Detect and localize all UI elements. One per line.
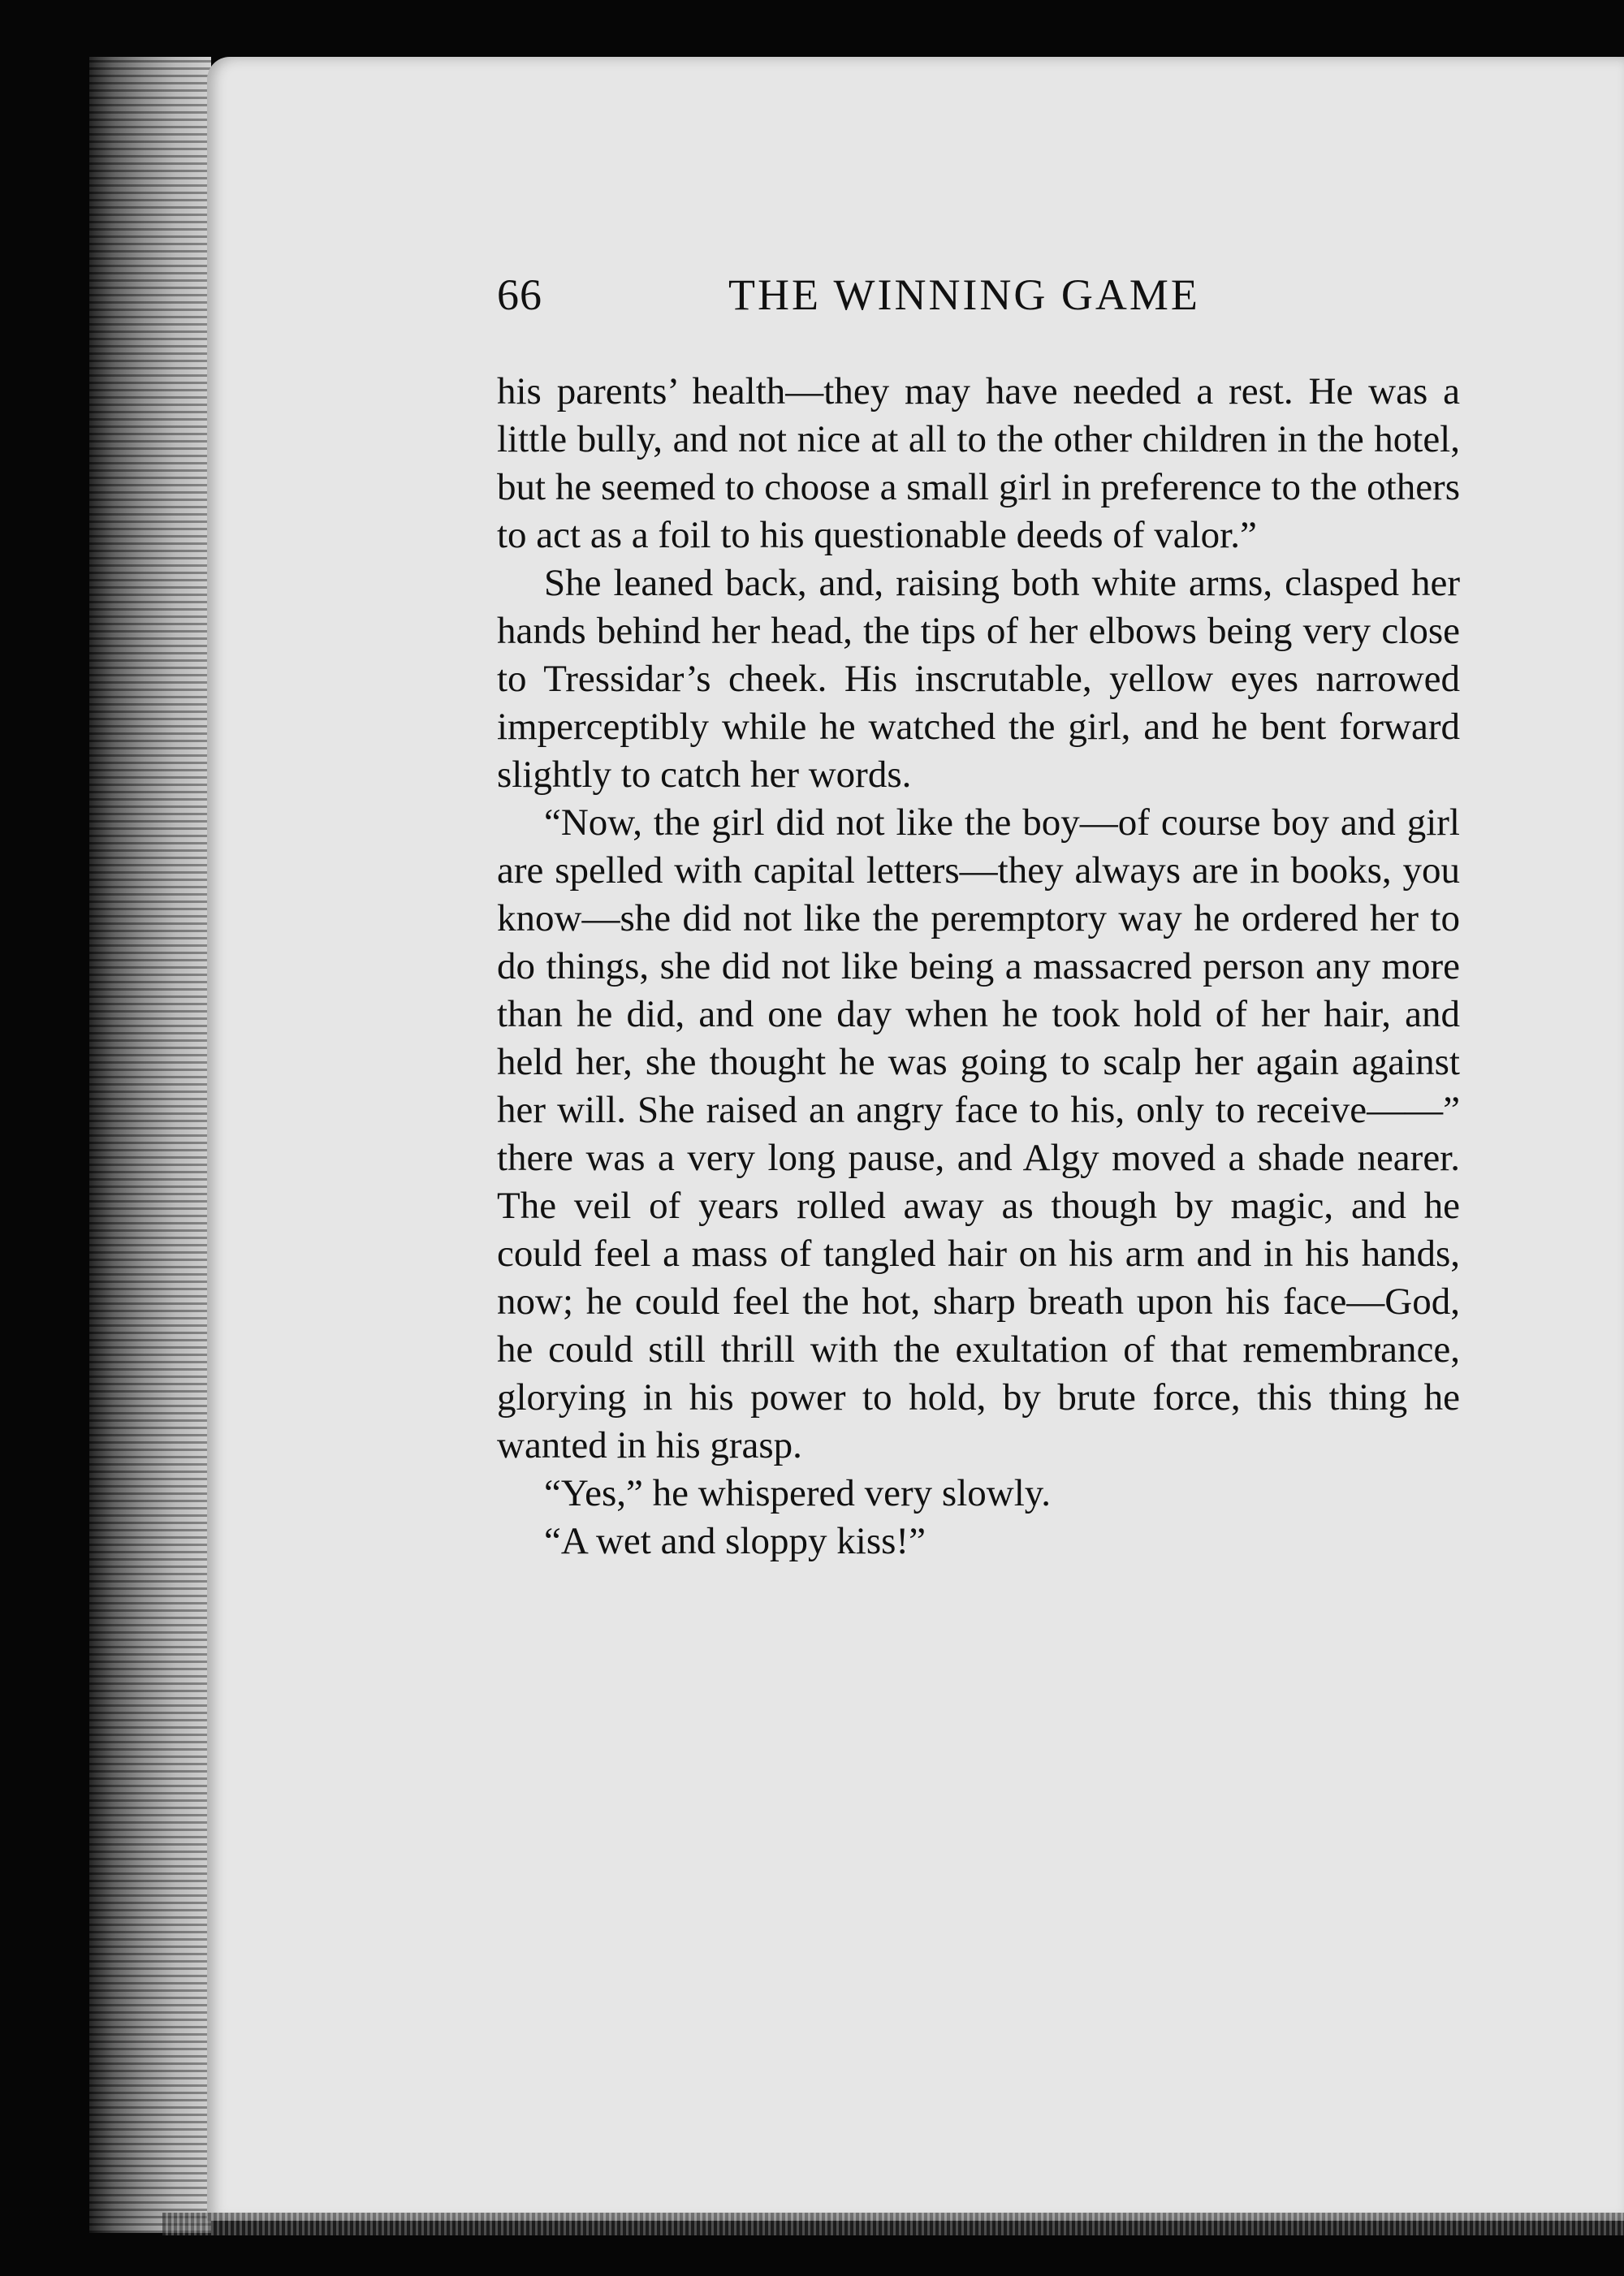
page-number: 66 — [497, 270, 542, 319]
page-header — [497, 270, 1455, 326]
running-head: THE WINNING GAME — [728, 270, 1200, 319]
paragraph: “Yes,” he whispered very slowly. — [544, 1472, 1051, 1514]
paragraph: “Now, the girl did not like the boy—of course boy and girl are spelled with capital letters—they always are in books, you know—she did not like the peremptory way he ordered her to do things, she did not like being a massacred person any more than he did, and one day when he took hold of her hair, and held her, she thought he was going to scalp her again against her will. She raised an angry face to his, only to receive——” there was a very long pause, and Algy moved a shade nearer. The veil of years rolled away as though by magic, and he could feel a mass of tangled hair on his arm and in his hands, now; he could feel the hot, sharp breath upon his face—God, he could still thrill with the exultation of that remembrance, glorying in his power to hold, by brute force, this thing he wanted in his grasp. — [497, 801, 1460, 1466]
book-spine — [89, 57, 211, 2233]
paragraph: his parents’ health—they may have needed a rest. He was a little bully, and not nice at all to the other children in the hotel, but he seemed to choose a small girl in preference to the others to act as a foil to his questionable deeds of valor.” — [497, 370, 1460, 556]
page-bottom-edge — [162, 2213, 1624, 2235]
paragraph: “A wet and sloppy kiss!” — [544, 1520, 926, 1562]
body-text — [497, 368, 1460, 1566]
paragraph: She leaned back, and, raising both white arms, clasped her hands behind her head, the tips of her elbows being very close to Tressidar’s cheek. His inscrutable, yellow eyes narrowed imperceptibly while he watched the girl, and he bent forward slightly to catch her words. — [497, 562, 1460, 796]
